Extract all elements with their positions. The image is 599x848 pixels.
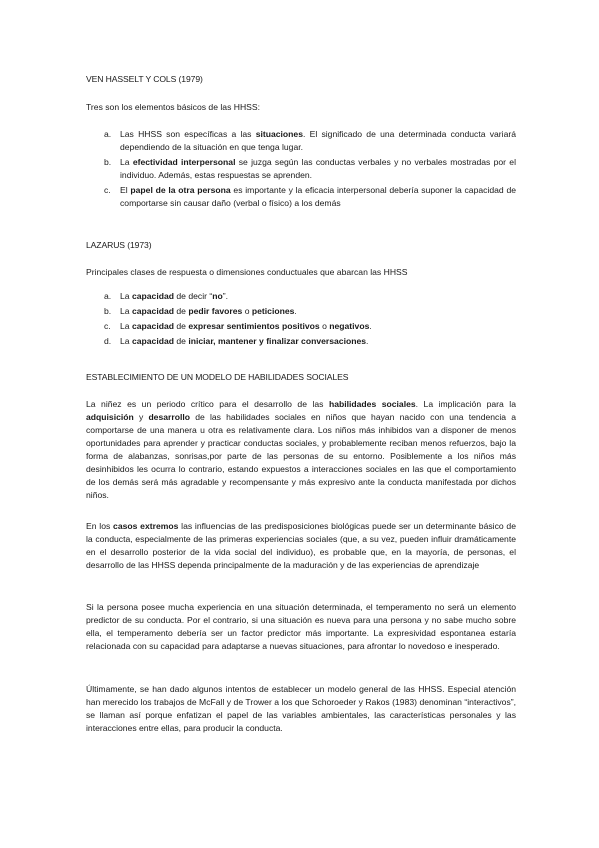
list-marker: c. [104, 321, 111, 331]
list-item: b. La efectividad interpersonal se juzga según las conductas verbales y no verbales mostradas por el individuo. Además, estas respuestas se aprenden. [104, 157, 517, 180]
body-paragraph-casos-extremos: En los casos extremos las influencias de las predisposiciones biológicas puede ser un determinante básico de la conducta, especialmente de las primeras experiencias sociales (que, a su vez, pueden influir dramáticamente en el desarrollo posterior de la vida social del individuo), es probable que, en la mayoría, de personas, el desarrollo de las HHSS dependa principalmente de la maduración y de las experiencias de aprendizaje [86, 521, 516, 570]
section1-intro: Tres son los elementos básicos de las HHSS: [86, 102, 261, 112]
body-paragraph-experiencia: Si la persona posee mucha experiencia en una situación determinada, el temperamento no será un elemento predictor de su conducta. Por el contrario, si una situación es nueva para una persona y no sabe mucho sobre ella, el temperamento debería ser un factor predictor más importante. La expresividad espontanea estaría relacionada con su capacidad para adaptarse a nuevas situaciones, para afrontar lo novedoso e inesperado. [86, 602, 516, 651]
list-item: d. La capacidad de iniciar, mantener y finalizar conversaciones. [104, 336, 369, 346]
section-heading-lazarus: LAZARUS (1973) [86, 240, 152, 250]
list-item: b. La capacidad de pedir favores o peticiones. [104, 306, 297, 316]
list-marker: d. [104, 336, 112, 346]
list-marker: a. [104, 291, 112, 301]
list-marker: a. [104, 129, 112, 139]
body-paragraph-ninez: La niñez es un periodo crítico para el desarrollo de las habilidades sociales. La implicación para la adquisición y desarrollo de las habilidades sociales en niños que hayan nacido con una tendencia a comportarse de una manera u otra es relativamente clara. Los niños más inhibidos van a disponer de menos oportunidades para aprender y practicar conductas sociales, y probablemente reciban menos refuerzos, bajo la forma de alabanzas, sonrisas,por parte de las personas de su entorno. Posiblemente a los niños más desinhibidos les ocurra lo contrario, estando expuestos a interacciones sociales en las que el comportamiento de los demás será más agradable y recompensante y más expresivo ante la conducta manifestada por dichos niños. [86, 399, 516, 500]
list-marker: c. [104, 185, 111, 195]
list-marker: b. [104, 157, 112, 167]
list-item: c. La capacidad de expresar sentimientos positivos o negativos. [104, 321, 372, 331]
section2-list [86, 290, 516, 350]
section-heading-modelo: ESTABLECIMIENTO DE UN MODELO DE HABILIDADES SOCIALES [86, 372, 349, 382]
list-marker: b. [104, 306, 112, 316]
body-paragraph-modelo-general: Últimamente, se han dado algunos intentos de establecer un modelo general de las HHSS. Especial atención han merecido los trabajos de McFall y de Trower a los que Schoroeder y Rakos (1983) denominan “interactivos”, se llaman así porque enfatizan el papel de las variables ambientales, las características personales y las interacciones entre ellas, para producir la conducta. [86, 684, 516, 733]
list-item: c. El papel de la otra persona es importante y la eficacia interpersonal debería suponer la capacidad de comportarse sin causar daño (verbal o físico) a los demás [104, 185, 516, 208]
list-item: a. La capacidad de decir “no”. [104, 291, 228, 301]
section2-intro: Principales clases de respuesta o dimensiones conductuales que abarcan las HHSS [86, 267, 408, 277]
section1-list [86, 128, 516, 212]
list-item: a. Las HHSS son específicas a las situaciones. El significado de una determinada conducta variará dependiendo de la situación en que tenga lugar. [104, 129, 516, 152]
section-heading-van-hasselt: VEN HASSELT Y COLS (1979) [86, 74, 203, 84]
